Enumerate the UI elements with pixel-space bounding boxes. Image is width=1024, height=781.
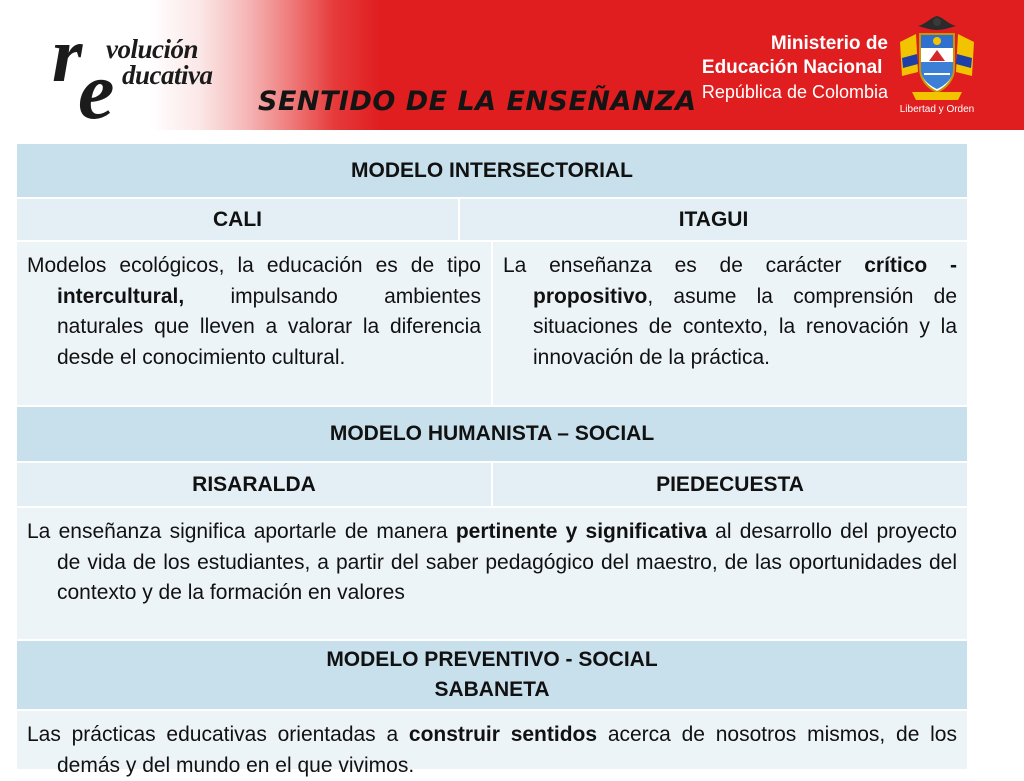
section-title: MODELO PREVENTIVO - SOCIAL bbox=[326, 648, 658, 671]
column-header-row bbox=[16, 462, 968, 507]
ministry-line-1: Ministerio de bbox=[770, 33, 888, 54]
content-cell-sabaneta bbox=[16, 710, 968, 777]
section-header-preventivo bbox=[16, 640, 968, 710]
cell-text: , asume la comprensión de situaciones de contexto, la renovación y la innovación de la práctica. bbox=[533, 284, 957, 369]
section-title: MODELO INTERSECTORIAL bbox=[351, 158, 633, 182]
content-row bbox=[16, 710, 968, 777]
section-subtitle-sabaneta: SABANETA bbox=[434, 678, 550, 701]
column-header-piedecuesta: PIEDECUESTA bbox=[492, 462, 968, 507]
column-header-itagui: ITAGUI bbox=[459, 198, 968, 241]
cell-text: Las prácticas educativas orientadas a bbox=[27, 723, 409, 746]
coat-of-arms-icon bbox=[896, 12, 978, 104]
logo-letter-e: e bbox=[78, 45, 115, 136]
content-cell-itagui bbox=[492, 241, 968, 406]
cell-text: acerca de nosotros mismos, de los demás y del mundo en el que vivimos. bbox=[57, 723, 957, 777]
cell-text: La enseñanza es de carácter bbox=[503, 254, 865, 277]
content-cell-cali bbox=[16, 241, 492, 406]
content-table bbox=[16, 143, 968, 777]
cell-text-bold: intercultural, bbox=[57, 284, 185, 308]
column-header-row bbox=[16, 198, 968, 241]
logo-letter-r: r bbox=[52, 11, 83, 98]
section-header-humanista bbox=[16, 406, 968, 462]
header-banner bbox=[0, 0, 1024, 136]
content-row bbox=[16, 507, 968, 640]
cell-text: al desarrollo del proyecto de vida de los estudiantes, a partir del saber pedagógico del maestro, de las oportunidades del contexto y de la formación en valores bbox=[57, 520, 957, 604]
ministry-name bbox=[702, 32, 888, 104]
revolucion-educativa-logo bbox=[52, 11, 262, 136]
column-header-risaralda: RISARALDA bbox=[16, 462, 492, 507]
colombia-crest bbox=[896, 12, 978, 122]
section-title: MODELO HUMANISTA – SOCIAL bbox=[329, 422, 655, 445]
cell-text-bold: pertinente y significativa bbox=[455, 520, 707, 543]
cell-text: Modelos ecológicos, la educación es de tipo bbox=[27, 254, 481, 277]
logo-word-educativa: ducativa bbox=[122, 60, 213, 90]
section-header-intersectorial bbox=[16, 143, 968, 198]
ministry-line-3: República de Colombia bbox=[701, 81, 888, 102]
cell-text: impulsando ambientes naturales que lleven a valorar la diferencia desde el conocimiento cultural. bbox=[57, 284, 481, 369]
page-title: SENTIDO DE LA ENSEÑANZA bbox=[258, 86, 697, 117]
cell-text: La enseñanza significa aportarle de manera bbox=[27, 520, 456, 543]
column-header-cali: CALI bbox=[16, 198, 459, 241]
content-row bbox=[16, 241, 968, 406]
ministry-line-2: Educación Nacional bbox=[701, 57, 883, 79]
content-cell-humanista bbox=[16, 507, 968, 640]
cell-text-bold: crítico - propositivo bbox=[533, 254, 957, 308]
crest-motto: Libertad y Orden bbox=[899, 104, 975, 115]
cell-text-bold: construir sentidos bbox=[408, 723, 598, 746]
logo-word-revolucion: volución bbox=[106, 34, 199, 64]
